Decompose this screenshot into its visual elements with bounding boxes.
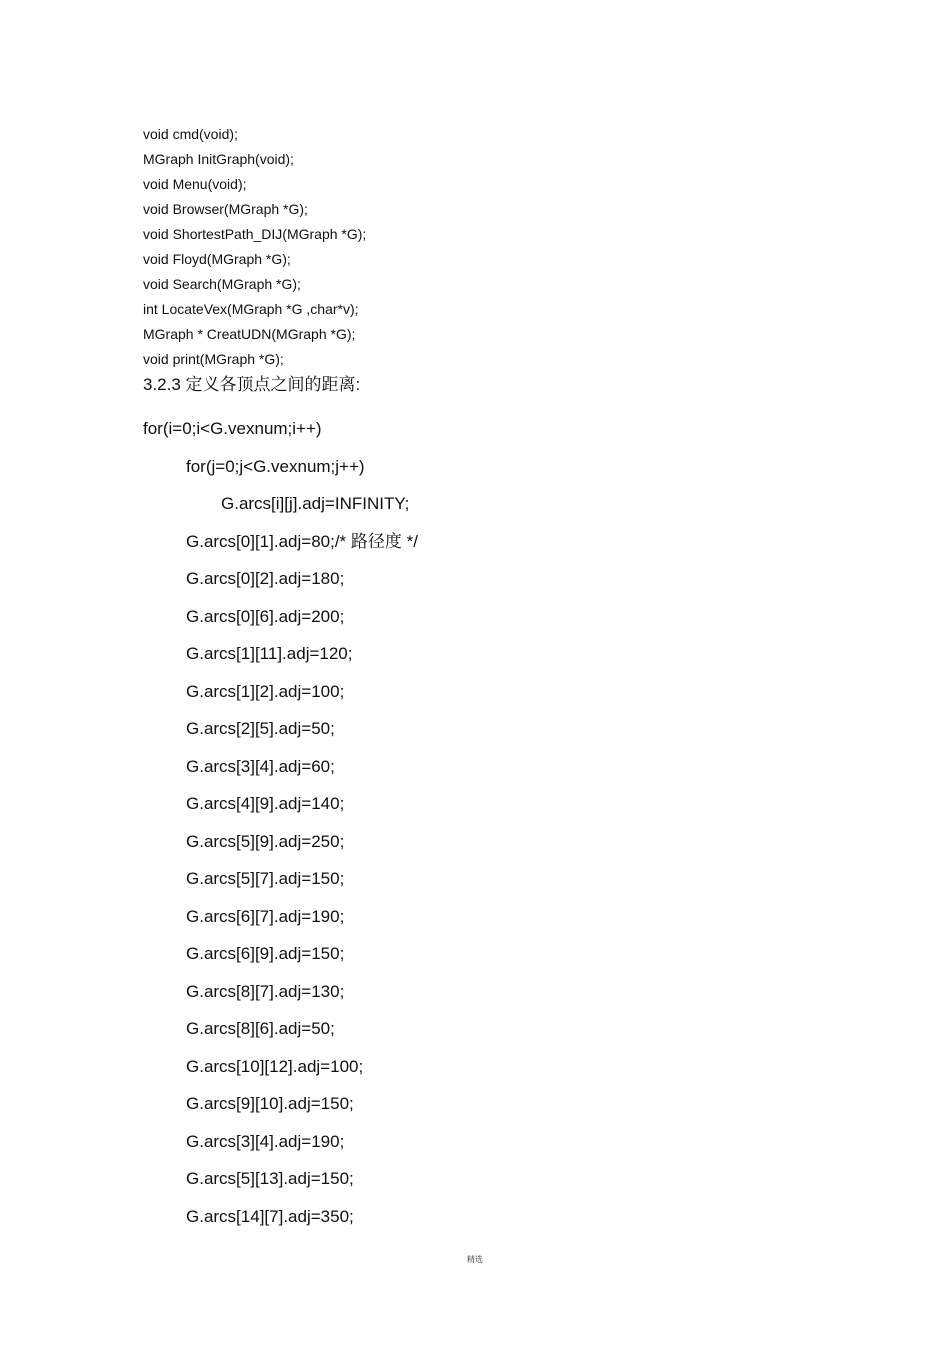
code-line: G.arcs[8][7].adj=130;: [186, 981, 345, 1001]
code-line: G.arcs[3][4].adj=60;: [186, 756, 335, 776]
code-line: G.arcs[6][9].adj=150;: [186, 944, 345, 963]
code-line: G.arcs[10][12].adj=100;: [186, 1056, 364, 1076]
code-block: [0, 410, 418, 1235]
declaration-line: MGraph InitGraph(void);: [143, 151, 294, 167]
code-line: G.arcs[14][7].adj=350;: [186, 1206, 354, 1226]
declaration-line: void Floyd(MGraph *G);: [143, 251, 291, 267]
code-line: G.arcs[3][4].adj=190;: [186, 1131, 345, 1151]
code-line: G.arcs[0][2].adj=180;: [186, 569, 345, 588]
declaration-line: MGraph * CreatUDN(MGraph *G);: [143, 326, 356, 342]
code-line: G.arcs[0][1].adj=80;/* 路径度 */: [186, 531, 418, 551]
declaration-line: int LocateVex(MGraph *G ,char*v);: [143, 301, 359, 317]
code-line: G.arcs[2][5].adj=50;: [186, 719, 335, 738]
code-line: G.arcs[i][j].adj=INFINITY;: [221, 494, 410, 513]
code-line: G.arcs[4][9].adj=140;: [186, 794, 345, 813]
code-line: for(i=0;i<G.vexnum;i++): [143, 419, 322, 438]
declaration-line: void print(MGraph *G);: [143, 351, 284, 367]
declaration-line: void Search(MGraph *G);: [143, 276, 301, 292]
code-line: G.arcs[1][11].adj=120;: [186, 644, 353, 663]
code-line: G.arcs[5][7].adj=150;: [186, 869, 345, 888]
function-declarations: [143, 122, 366, 372]
page-footer: 精选: [467, 1255, 483, 1264]
declaration-line: void cmd(void);: [143, 126, 238, 142]
code-line: G.arcs[1][2].adj=100;: [186, 681, 345, 701]
code-line: G.arcs[6][7].adj=190;: [186, 906, 345, 926]
declaration-line: void ShortestPath_DIJ(MGraph *G);: [143, 226, 367, 242]
section-heading: 3.2.3 定义各顶点之间的距离:: [143, 375, 361, 394]
code-line: G.arcs[5][9].adj=250;: [186, 831, 345, 851]
code-line: G.arcs[0][6].adj=200;: [186, 606, 345, 626]
code-line: G.arcs[5][13].adj=150;: [186, 1169, 354, 1188]
code-line: for(j=0;j<G.vexnum;j++): [186, 456, 365, 476]
code-line: G.arcs[9][10].adj=150;: [186, 1094, 354, 1113]
code-line: G.arcs[8][6].adj=50;: [186, 1019, 335, 1038]
declaration-line: void Menu(void);: [143, 176, 247, 192]
declaration-line: void Browser(MGraph *G);: [143, 201, 308, 217]
